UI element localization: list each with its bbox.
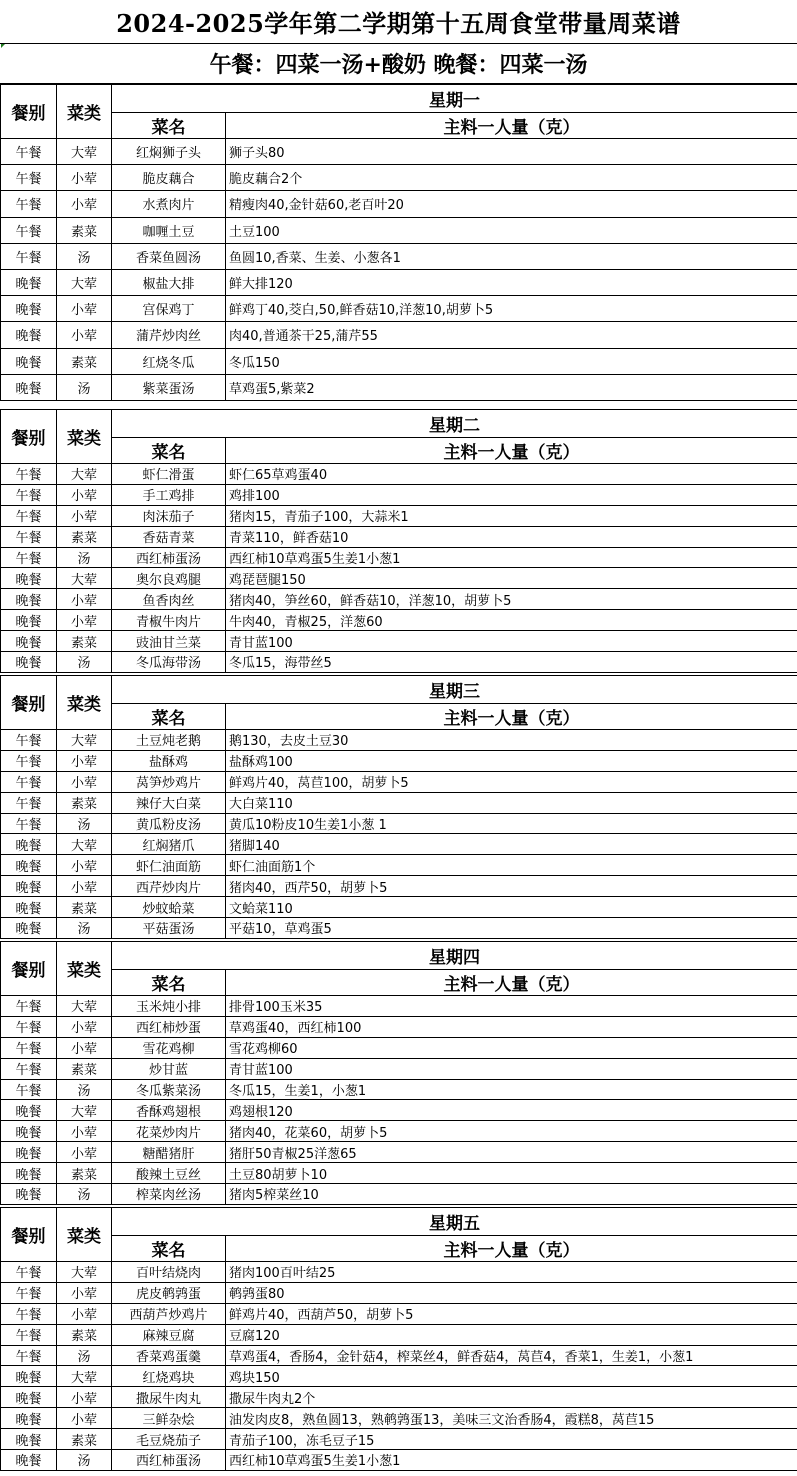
category-cell: 素菜 (57, 1324, 112, 1345)
category-cell: 汤 (57, 1345, 112, 1366)
table-row (1, 1058, 797, 1079)
dish-cell: 撒尿牛肉丸 (112, 1387, 226, 1408)
dish-column-header: 菜名 (112, 970, 226, 996)
ingredients-column-header: 主料一人量（克） (226, 438, 797, 464)
day-header-row (1, 410, 797, 438)
table-row (1, 1142, 797, 1163)
ingredients-cell: 虾仁油面筋1个 (226, 855, 797, 876)
category-cell: 素菜 (57, 217, 112, 243)
ingredients-cell: 鹅130，去皮土豆30 (226, 730, 797, 751)
category-cell: 小荤 (57, 1037, 112, 1058)
table-row (1, 1345, 797, 1366)
day-table (0, 941, 797, 1205)
table-row (1, 1184, 797, 1205)
table-row (1, 750, 797, 771)
table-row (1, 1121, 797, 1142)
dish-cell: 香酥鸡翅根 (112, 1100, 226, 1121)
dish-cell: 香菜鸡蛋羹 (112, 1345, 226, 1366)
ingredients-cell: 鲜鸡片40，西葫芦50，胡萝卜5 (226, 1303, 797, 1324)
meal-cell: 晚餐 (1, 589, 57, 610)
dish-cell: 虾仁油面筋 (112, 855, 226, 876)
dish-cell: 青椒牛肉片 (112, 610, 226, 631)
table-row (1, 610, 797, 631)
ingredients-cell: 猪肝50青椒25洋葱65 (226, 1142, 797, 1163)
table-row (1, 1303, 797, 1324)
category-cell: 大荤 (57, 568, 112, 589)
ingredients-cell: 鸡琵琶腿150 (226, 568, 797, 589)
ingredients-cell: 猪肉100百叶结25 (226, 1262, 797, 1283)
ingredients-cell: 青茄子100，冻毛豆子15 (226, 1429, 797, 1450)
ingredients-cell: 狮子头80 (226, 139, 797, 165)
dish-cell: 毛豆烧茄子 (112, 1429, 226, 1450)
day-table (0, 675, 797, 939)
category-cell: 大荤 (57, 1262, 112, 1283)
meal-column-header: 餐别 (1, 942, 57, 996)
table-row (1, 1450, 797, 1471)
dish-cell: 麻辣豆腐 (112, 1324, 226, 1345)
meal-cell: 午餐 (1, 996, 57, 1017)
table-row (1, 1408, 797, 1429)
meal-cell: 午餐 (1, 771, 57, 792)
dish-cell: 椒盐大排 (112, 269, 226, 295)
meal-cell: 晚餐 (1, 652, 57, 673)
day-name: 星期二 (112, 410, 797, 438)
meal-column-header: 餐别 (1, 676, 57, 730)
meal-cell: 午餐 (1, 1324, 57, 1345)
table-row (1, 269, 797, 295)
dish-cell: 豉油甘兰菜 (112, 631, 226, 652)
meal-cell: 晚餐 (1, 1100, 57, 1121)
meal-cell: 晚餐 (1, 1450, 57, 1471)
meal-cell: 午餐 (1, 1079, 57, 1100)
table-row (1, 1366, 797, 1387)
meal-cell: 午餐 (1, 243, 57, 269)
dish-cell: 土豆炖老鹅 (112, 730, 226, 751)
category-cell: 小荤 (57, 855, 112, 876)
category-cell: 小荤 (57, 589, 112, 610)
table-row (1, 1324, 797, 1345)
column-header-row (1, 438, 797, 464)
meal-cell: 晚餐 (1, 269, 57, 295)
category-cell: 素菜 (57, 526, 112, 547)
column-header-row (1, 1236, 797, 1262)
table-row (1, 374, 797, 400)
dish-cell: 冬瓜海带汤 (112, 652, 226, 673)
ingredients-cell: 鱼圆10,香菜、生姜、小葱各1 (226, 243, 797, 269)
meal-cell: 午餐 (1, 750, 57, 771)
ingredients-cell: 平菇10，草鸡蛋5 (226, 918, 797, 939)
meal-cell: 晚餐 (1, 1366, 57, 1387)
ingredients-cell: 西红柿10草鸡蛋5生姜1小葱1 (226, 1450, 797, 1471)
dish-column-header: 菜名 (112, 704, 226, 730)
category-cell: 汤 (57, 652, 112, 673)
meal-cell: 晚餐 (1, 568, 57, 589)
meal-cell: 晚餐 (1, 897, 57, 918)
table-row (1, 813, 797, 834)
day-table (0, 409, 797, 673)
meal-cell: 午餐 (1, 547, 57, 568)
category-cell: 大荤 (57, 1100, 112, 1121)
day-table (0, 1207, 797, 1471)
table-row (1, 243, 797, 269)
ingredients-cell: 精瘦肉40,金针菇60,老百叶20 (226, 191, 797, 217)
dish-cell: 红烧冬瓜 (112, 348, 226, 374)
category-cell: 大荤 (57, 834, 112, 855)
category-cell: 大荤 (57, 1366, 112, 1387)
dish-column-header: 菜名 (112, 438, 226, 464)
dish-cell: 平菇蛋汤 (112, 918, 226, 939)
meal-cell: 晚餐 (1, 1142, 57, 1163)
ingredients-cell: 冬瓜150 (226, 348, 797, 374)
day-name: 星期三 (112, 676, 797, 704)
ingredients-column-header: 主料一人量（克） (226, 1236, 797, 1262)
category-cell: 素菜 (57, 631, 112, 652)
table-row (1, 547, 797, 568)
table-row (1, 139, 797, 165)
category-cell: 小荤 (57, 505, 112, 526)
meal-cell: 午餐 (1, 1282, 57, 1303)
dish-cell: 酸辣土豆丝 (112, 1163, 226, 1184)
dish-cell: 紫菜蛋汤 (112, 374, 226, 400)
ingredients-cell: 猪肉40，西芹50，胡萝卜5 (226, 876, 797, 897)
table-row (1, 568, 797, 589)
category-cell: 大荤 (57, 269, 112, 295)
day-header-row (1, 942, 797, 970)
ingredients-cell: 鸡块150 (226, 1366, 797, 1387)
dish-cell: 红焖猪爪 (112, 834, 226, 855)
meal-cell: 午餐 (1, 1345, 57, 1366)
dish-cell: 红焖狮子头 (112, 139, 226, 165)
table-row (1, 1037, 797, 1058)
ingredients-column-header: 主料一人量（克） (226, 113, 797, 139)
table-row (1, 1387, 797, 1408)
ingredients-cell: 黄瓜10粉皮10生姜1小葱 1 (226, 813, 797, 834)
category-cell: 小荤 (57, 191, 112, 217)
category-column-header: 菜类 (57, 942, 112, 996)
dish-cell: 蒲芹炒肉丝 (112, 322, 226, 348)
meal-cell: 午餐 (1, 139, 57, 165)
table-row (1, 322, 797, 348)
table-row (1, 1016, 797, 1037)
dish-cell: 炒蚊蛤菜 (112, 897, 226, 918)
dish-cell: 黄瓜粉皮汤 (112, 813, 226, 834)
category-cell: 素菜 (57, 1058, 112, 1079)
category-column-header: 菜类 (57, 85, 112, 139)
day-name: 星期五 (112, 1208, 797, 1236)
category-cell: 素菜 (57, 1429, 112, 1450)
meal-column-header: 餐别 (1, 85, 57, 139)
column-header-row (1, 113, 797, 139)
ingredients-cell: 猪肉40，笋丝60，鲜香菇10，洋葱10，胡萝卜5 (226, 589, 797, 610)
ingredients-cell: 草鸡蛋40，西红柿100 (226, 1016, 797, 1037)
table-row (1, 1163, 797, 1184)
ingredients-cell: 草鸡蛋4，香肠4，金针菇4，榨菜丝4，鲜香菇4，莴苣4，香菜1，生姜1，小葱1 (226, 1345, 797, 1366)
column-header-row (1, 704, 797, 730)
ingredients-cell: 冬瓜15，生姜1，小葱1 (226, 1079, 797, 1100)
category-cell: 小荤 (57, 876, 112, 897)
meal-cell: 午餐 (1, 484, 57, 505)
ingredients-cell: 牛肉40，青椒25，洋葱60 (226, 610, 797, 631)
meal-cell: 午餐 (1, 526, 57, 547)
dish-cell: 手工鸡排 (112, 484, 226, 505)
ingredients-cell: 大白菜110 (226, 792, 797, 813)
day-table (0, 84, 797, 401)
ingredients-cell: 盐酥鸡100 (226, 750, 797, 771)
meal-cell: 晚餐 (1, 1163, 57, 1184)
table-row (1, 730, 797, 751)
ingredients-cell: 猪脚140 (226, 834, 797, 855)
category-cell: 小荤 (57, 484, 112, 505)
table-row (1, 897, 797, 918)
dish-cell: 榨菜肉丝汤 (112, 1184, 226, 1205)
category-column-header: 菜类 (57, 1208, 112, 1262)
ingredients-cell: 猪肉40，花菜60，胡萝卜5 (226, 1121, 797, 1142)
table-row (1, 348, 797, 374)
meal-cell: 晚餐 (1, 610, 57, 631)
meal-cell: 晚餐 (1, 918, 57, 939)
dish-cell: 虾仁滑蛋 (112, 464, 226, 485)
category-cell: 素菜 (57, 897, 112, 918)
dish-cell: 辣仔大白菜 (112, 792, 226, 813)
meal-cell: 午餐 (1, 792, 57, 813)
dish-cell: 肉沫茄子 (112, 505, 226, 526)
table-row (1, 918, 797, 939)
category-cell: 汤 (57, 1450, 112, 1471)
dish-cell: 盐酥鸡 (112, 750, 226, 771)
table-row (1, 1079, 797, 1100)
meal-cell: 午餐 (1, 1303, 57, 1324)
ingredients-cell: 文蛤菜110 (226, 897, 797, 918)
table-row (1, 855, 797, 876)
day-header-row (1, 676, 797, 704)
ingredients-cell: 猪肉15，青茄子100，大蒜米1 (226, 505, 797, 526)
ingredients-cell: 青菜110，鲜香菇10 (226, 526, 797, 547)
dish-cell: 西芹炒肉片 (112, 876, 226, 897)
ingredients-cell: 鸡排100 (226, 484, 797, 505)
dish-column-header: 菜名 (112, 113, 226, 139)
meal-cell: 晚餐 (1, 1121, 57, 1142)
category-cell: 小荤 (57, 296, 112, 322)
table-row (1, 876, 797, 897)
table-row (1, 834, 797, 855)
dish-cell: 西红柿炒蛋 (112, 1016, 226, 1037)
dish-cell: 玉米炖小排 (112, 996, 226, 1017)
ingredients-cell: 冬瓜15，海带丝5 (226, 652, 797, 673)
dish-cell: 水煮肉片 (112, 191, 226, 217)
ingredients-cell: 鲜大排120 (226, 269, 797, 295)
table-row (1, 1262, 797, 1283)
ingredients-cell: 鲜鸡丁40,茭白,50,鲜香菇10,洋葱10,胡萝卜5 (226, 296, 797, 322)
ingredients-column-header: 主料一人量（克） (226, 704, 797, 730)
table-row (1, 1282, 797, 1303)
category-cell: 小荤 (57, 1016, 112, 1037)
dish-cell: 三鲜杂烩 (112, 1408, 226, 1429)
category-column-header: 菜类 (57, 410, 112, 464)
meal-column-header: 餐别 (1, 1208, 57, 1262)
meal-cell: 晚餐 (1, 1184, 57, 1205)
day-name: 星期四 (112, 942, 797, 970)
category-cell: 汤 (57, 374, 112, 400)
dish-cell: 百叶结烧肉 (112, 1262, 226, 1283)
category-cell: 汤 (57, 918, 112, 939)
ingredients-cell: 虾仁65草鸡蛋40 (226, 464, 797, 485)
table-row (1, 464, 797, 485)
ingredients-cell: 脆皮藕合2个 (226, 165, 797, 191)
dish-cell: 雪花鸡柳 (112, 1037, 226, 1058)
category-cell: 素菜 (57, 1163, 112, 1184)
meal-cell: 午餐 (1, 1058, 57, 1079)
meal-cell: 午餐 (1, 191, 57, 217)
meal-cell: 晚餐 (1, 1387, 57, 1408)
ingredients-cell: 豆腐120 (226, 1324, 797, 1345)
dish-cell: 香菇青菜 (112, 526, 226, 547)
ingredients-cell: 撒尿牛肉丸2个 (226, 1387, 797, 1408)
category-cell: 小荤 (57, 1142, 112, 1163)
category-cell: 大荤 (57, 464, 112, 485)
meal-cell: 晚餐 (1, 374, 57, 400)
category-cell: 小荤 (57, 610, 112, 631)
category-cell: 素菜 (57, 792, 112, 813)
ingredients-cell: 青甘蓝100 (226, 631, 797, 652)
dish-cell: 脆皮藕合 (112, 165, 226, 191)
category-cell: 汤 (57, 1079, 112, 1100)
category-cell: 小荤 (57, 1387, 112, 1408)
day-name: 星期一 (112, 85, 797, 113)
category-cell: 汤 (57, 547, 112, 568)
ingredients-column-header: 主料一人量（克） (226, 970, 797, 996)
table-row (1, 505, 797, 526)
meal-cell: 午餐 (1, 1262, 57, 1283)
category-cell: 大荤 (57, 139, 112, 165)
dish-cell: 虎皮鹌鹑蛋 (112, 1282, 226, 1303)
dish-cell: 咖喱土豆 (112, 217, 226, 243)
meal-cell: 晚餐 (1, 834, 57, 855)
table-row (1, 771, 797, 792)
meal-plan-subtitle: 午餐：四菜一汤+酸奶 晚餐：四菜一汤 (0, 44, 797, 84)
ingredients-cell: 青甘蓝100 (226, 1058, 797, 1079)
ingredients-cell: 猪肉5榨菜丝10 (226, 1184, 797, 1205)
dish-cell: 奥尔良鸡腿 (112, 568, 226, 589)
category-cell: 小荤 (57, 1303, 112, 1324)
dish-cell: 香菜鱼圆汤 (112, 243, 226, 269)
ingredients-cell: 排骨100玉米35 (226, 996, 797, 1017)
table-row (1, 191, 797, 217)
table-row (1, 526, 797, 547)
ingredients-cell: 鸡翅根120 (226, 1100, 797, 1121)
meal-cell: 晚餐 (1, 631, 57, 652)
page-title: 2024-2025学年第二学期第十五周食堂带量周菜谱 (0, 0, 797, 44)
ingredients-cell: 油发肉皮8，熟鱼圆13，熟鹌鹑蛋13，美味三文治香肠4，霞糕8，莴苣15 (226, 1408, 797, 1429)
category-cell: 汤 (57, 1184, 112, 1205)
day-header-row (1, 85, 797, 113)
category-cell: 小荤 (57, 1121, 112, 1142)
meal-cell: 晚餐 (1, 1408, 57, 1429)
dish-cell: 莴笋炒鸡片 (112, 771, 226, 792)
ingredients-cell: 鹌鹑蛋80 (226, 1282, 797, 1303)
category-cell: 小荤 (57, 1408, 112, 1429)
ingredients-cell: 草鸡蛋5,紫菜2 (226, 374, 797, 400)
meal-cell: 午餐 (1, 1037, 57, 1058)
ingredients-cell: 雪花鸡柳60 (226, 1037, 797, 1058)
dish-cell: 炒甘蓝 (112, 1058, 226, 1079)
dish-cell: 冬瓜紫菜汤 (112, 1079, 226, 1100)
meal-cell: 晚餐 (1, 876, 57, 897)
dish-cell: 花菜炒肉片 (112, 1121, 226, 1142)
meal-cell: 午餐 (1, 165, 57, 191)
table-row (1, 996, 797, 1017)
meal-cell: 晚餐 (1, 296, 57, 322)
meal-column-header: 餐别 (1, 410, 57, 464)
dish-cell: 鱼香肉丝 (112, 589, 226, 610)
ingredients-cell: 土豆80胡萝卜10 (226, 1163, 797, 1184)
category-cell: 小荤 (57, 750, 112, 771)
meal-cell: 午餐 (1, 1016, 57, 1037)
category-column-header: 菜类 (57, 676, 112, 730)
ingredients-cell: 肉40,普通茶干25,蒲芹55 (226, 322, 797, 348)
table-row (1, 589, 797, 610)
table-row (1, 631, 797, 652)
meal-cell: 午餐 (1, 813, 57, 834)
table-row (1, 1100, 797, 1121)
table-row (1, 217, 797, 243)
column-header-row (1, 970, 797, 996)
dish-cell: 西葫芦炒鸡片 (112, 1303, 226, 1324)
category-cell: 小荤 (57, 1282, 112, 1303)
meal-cell: 晚餐 (1, 322, 57, 348)
table-row (1, 165, 797, 191)
category-cell: 素菜 (57, 348, 112, 374)
category-cell: 小荤 (57, 322, 112, 348)
meal-cell: 午餐 (1, 464, 57, 485)
table-row (1, 1429, 797, 1450)
meal-cell: 午餐 (1, 505, 57, 526)
table-row (1, 484, 797, 505)
category-cell: 小荤 (57, 165, 112, 191)
category-cell: 汤 (57, 243, 112, 269)
ingredients-cell: 土豆100 (226, 217, 797, 243)
ingredients-cell: 西红柿10草鸡蛋5生姜1小葱1 (226, 547, 797, 568)
meal-cell: 午餐 (1, 730, 57, 751)
dish-cell: 宫保鸡丁 (112, 296, 226, 322)
meal-cell: 晚餐 (1, 855, 57, 876)
meal-cell: 晚餐 (1, 1429, 57, 1450)
category-cell: 小荤 (57, 771, 112, 792)
dish-cell: 西红柿蛋汤 (112, 1450, 226, 1471)
category-cell: 大荤 (57, 730, 112, 751)
category-cell: 大荤 (57, 996, 112, 1017)
category-cell: 汤 (57, 813, 112, 834)
meal-cell: 晚餐 (1, 348, 57, 374)
meal-cell: 午餐 (1, 217, 57, 243)
dish-column-header: 菜名 (112, 1236, 226, 1262)
dish-cell: 红烧鸡块 (112, 1366, 226, 1387)
day-header-row (1, 1208, 797, 1236)
table-row (1, 296, 797, 322)
ingredients-cell: 鲜鸡片40，莴苣100，胡萝卜5 (226, 771, 797, 792)
table-row (1, 792, 797, 813)
table-row (1, 652, 797, 673)
dish-cell: 西红柿蛋汤 (112, 547, 226, 568)
dish-cell: 糖醋猪肝 (112, 1142, 226, 1163)
